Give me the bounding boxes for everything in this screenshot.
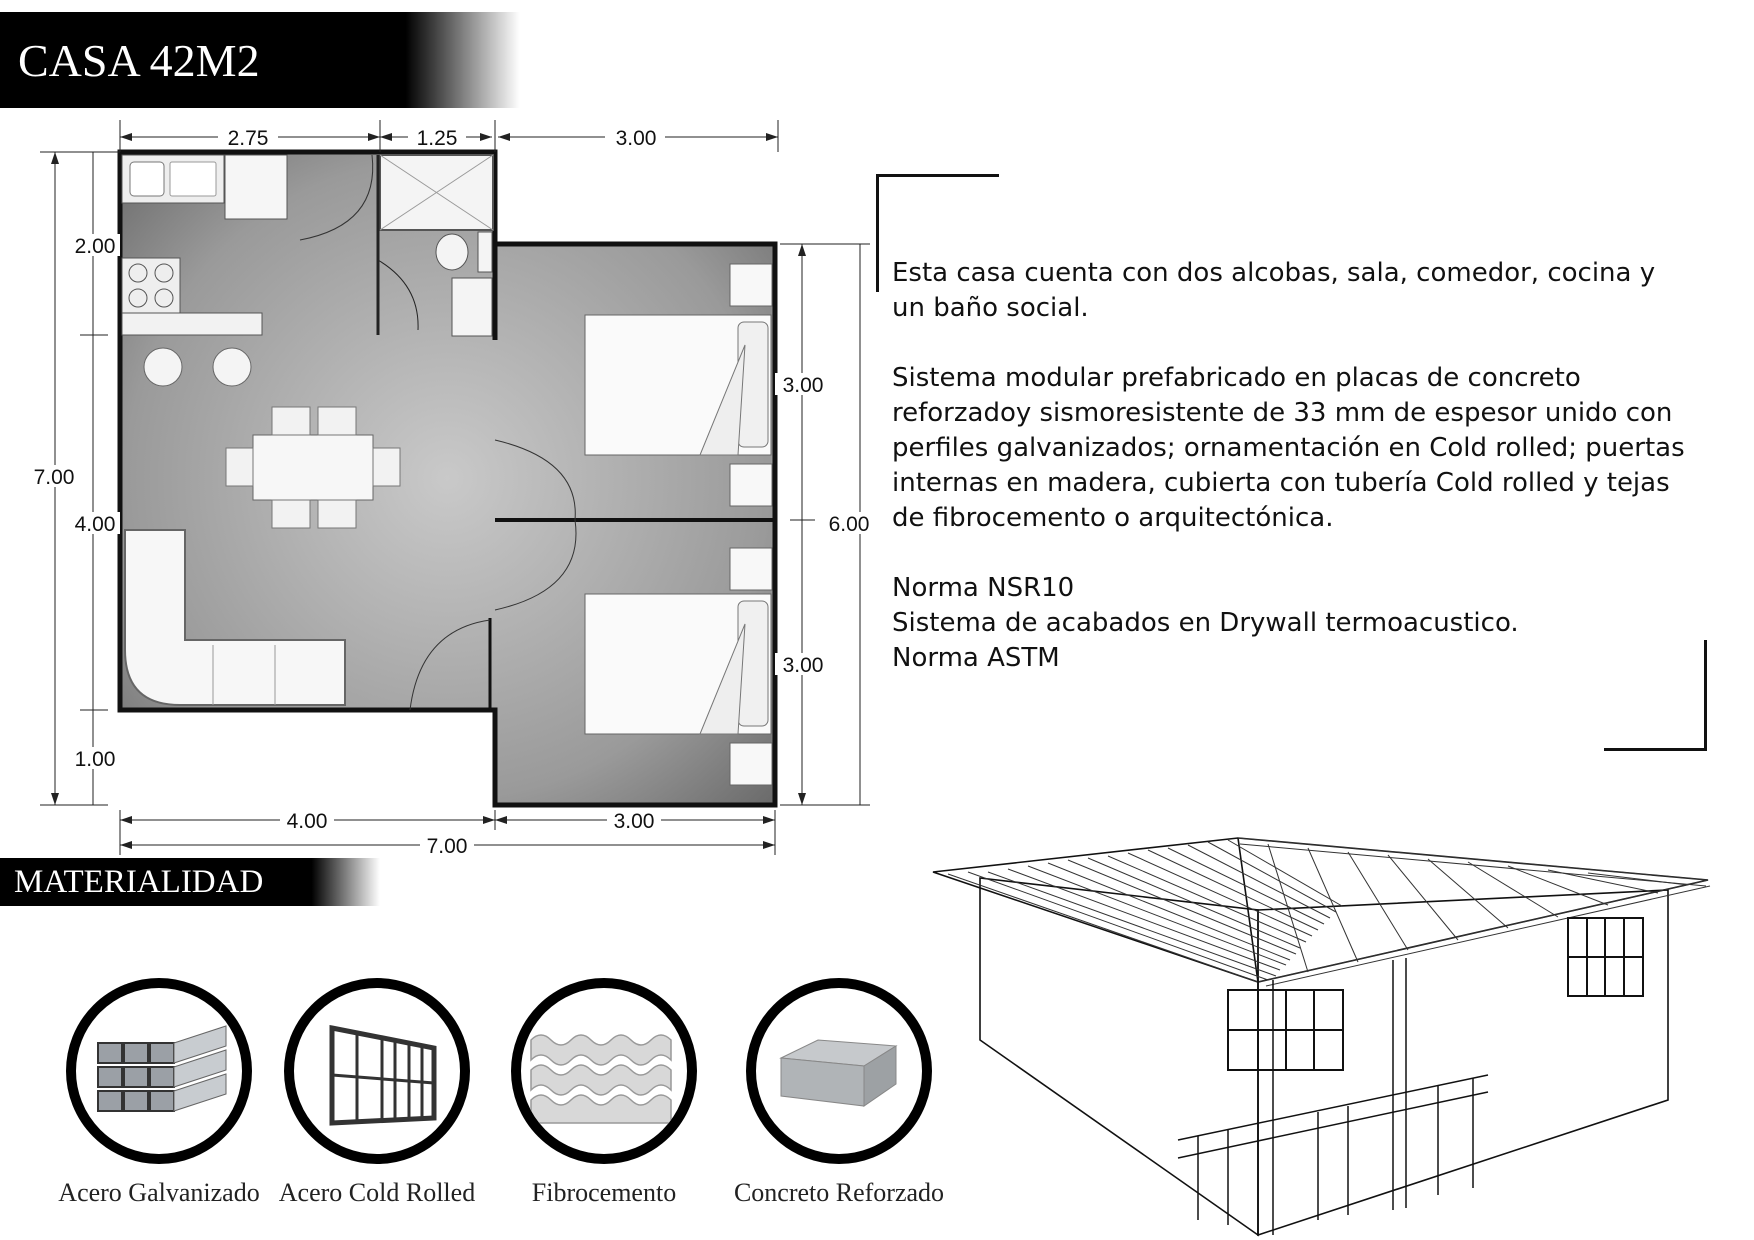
dim-top-kitchen: 2.75 — [227, 127, 269, 150]
title-banner — [0, 12, 520, 108]
dim-left-porch: 1.00 — [74, 748, 116, 771]
material-label: Concreto Reforzado — [733, 1178, 945, 1207]
stool — [213, 348, 251, 386]
dim-bottom-total: 7.00 — [426, 835, 468, 858]
house-roof — [933, 838, 1708, 982]
dim-top-bedrooms: 3.00 — [615, 127, 657, 150]
roof-pipes — [948, 838, 1710, 986]
steel-profiles-icon — [66, 978, 252, 1164]
material-item-fiber-cement — [489, 978, 719, 1208]
nightstand — [730, 548, 772, 590]
dim-bottom-living: 4.00 — [286, 810, 328, 833]
material-item-reinforced-concrete — [724, 978, 954, 1208]
norm-line: Sistema de acabados en Drywall termoacustico. — [892, 608, 1519, 638]
page-title: CASA 42M2 — [18, 35, 260, 86]
material-item-galvanized-steel — [44, 978, 274, 1208]
concrete-block-icon — [746, 978, 932, 1164]
dim-top-bath: 1.25 — [416, 127, 458, 150]
dim-right-bedroom-2: 3.00 — [782, 654, 824, 677]
nightstand — [730, 743, 772, 785]
dim-bottom-bedroom: 3.00 — [613, 810, 655, 833]
material-label: Fibrocemento — [531, 1178, 677, 1207]
house-perspective-sketch — [928, 800, 1728, 1240]
kitchen-counter — [122, 313, 262, 335]
house-left-wall — [980, 878, 1258, 1235]
nightstand — [730, 464, 772, 506]
dim-left-total: 7.00 — [33, 466, 75, 489]
window-frame-icon — [284, 978, 470, 1164]
description-paragraph: Esta casa cuenta con dos alcobas, sala, comedor, cocina y un baño social. — [892, 258, 1656, 323]
material-label: Acero Cold Rolled — [278, 1178, 476, 1207]
dining-table — [253, 435, 373, 500]
dim-right-bedroom-1: 3.00 — [782, 374, 824, 397]
fridge — [225, 155, 287, 219]
norm-line: Norma ASTM — [892, 643, 1060, 673]
materials-banner — [0, 858, 380, 906]
materials-title: MATERIALIDAD — [14, 864, 264, 900]
dim-left-kitchen: 2.00 — [74, 235, 116, 258]
stove — [122, 258, 180, 313]
bathroom-sink — [452, 278, 492, 336]
toilet — [436, 234, 468, 270]
nightstand — [730, 264, 772, 306]
porch-railing — [1178, 958, 1488, 1235]
material-label: Acero Galvanizado — [58, 1178, 260, 1207]
dim-right-total: 6.00 — [828, 513, 870, 536]
stool — [144, 348, 182, 386]
material-item-cold-rolled — [262, 978, 492, 1208]
floor-plan — [0, 110, 880, 860]
corrugated-sheet-icon — [511, 978, 697, 1164]
description-paragraph: Sistema modular prefabricado en placas de concreto reforzadoy sismoresistente de 33 mm de espesor unido con perfiles galvanizados; ornamentación en Cold rolled; puertas internas en madera, cubierta con tubería Cold rolled y tejas de fibrocemento o arquitectónica. — [892, 363, 1685, 533]
description-block — [892, 256, 1692, 676]
dim-left-living: 4.00 — [74, 513, 116, 536]
norm-line: Norma NSR10 — [892, 573, 1075, 603]
